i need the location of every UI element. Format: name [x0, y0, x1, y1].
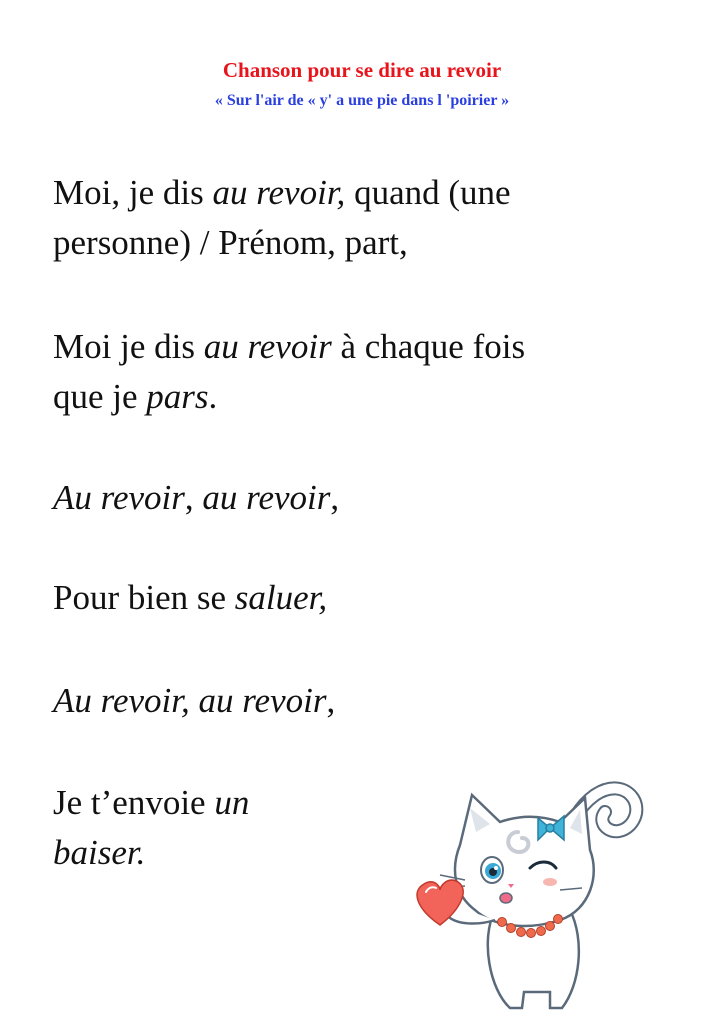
lyric-text: à chaque fois — [331, 327, 526, 366]
lyric-text: Moi je dis — [53, 327, 204, 366]
lyric-text: , — [330, 478, 340, 517]
lyric-italic: Au revoir — [53, 478, 185, 517]
lyric-italic: Au revoir, au revoir — [53, 681, 327, 720]
lyric-text: que je — [53, 377, 147, 416]
lyric-italic: au revoir, — [212, 173, 346, 212]
lyric-text: , — [184, 478, 203, 517]
lyric-line-9 — [53, 832, 145, 874]
lyric-line-1 — [53, 172, 511, 214]
lyric-text: , — [326, 681, 336, 720]
lyric-line-2 — [53, 222, 408, 264]
cat-blowing-kiss-icon — [410, 760, 650, 1020]
lyric-italic: un — [214, 783, 250, 822]
lyric-text: Pour bien se — [53, 578, 235, 617]
lyric-line-6 — [53, 577, 327, 619]
lyric-italic: saluer, — [234, 578, 328, 617]
lyric-line-7 — [53, 680, 335, 722]
song-title: Chanson pour se dire au revoir — [222, 58, 502, 82]
lyric-text: Je t’envoie — [53, 783, 215, 822]
lyric-italic: baiser. — [53, 833, 146, 872]
lyric-text: personne) / Prénom, part, — [53, 223, 408, 262]
lyric-line-4 — [53, 376, 217, 418]
lyric-italic: au revoir — [202, 478, 331, 517]
cat-eye-open — [481, 857, 503, 883]
lyric-text: Moi, je dis — [53, 173, 213, 212]
lyric-text: quand (une — [345, 173, 511, 212]
lyric-line-8 — [53, 782, 249, 824]
lyric-line-3 — [53, 326, 525, 368]
lyric-italic: pars — [146, 377, 209, 416]
cat-mouth-kiss — [500, 893, 512, 903]
song-subtitle: « Sur l'air de « y' a une pie dans l 'poirier » — [214, 92, 510, 109]
lyric-text: . — [208, 377, 218, 416]
lyric-line-5 — [53, 477, 339, 519]
lyric-italic: au revoir — [203, 327, 332, 366]
